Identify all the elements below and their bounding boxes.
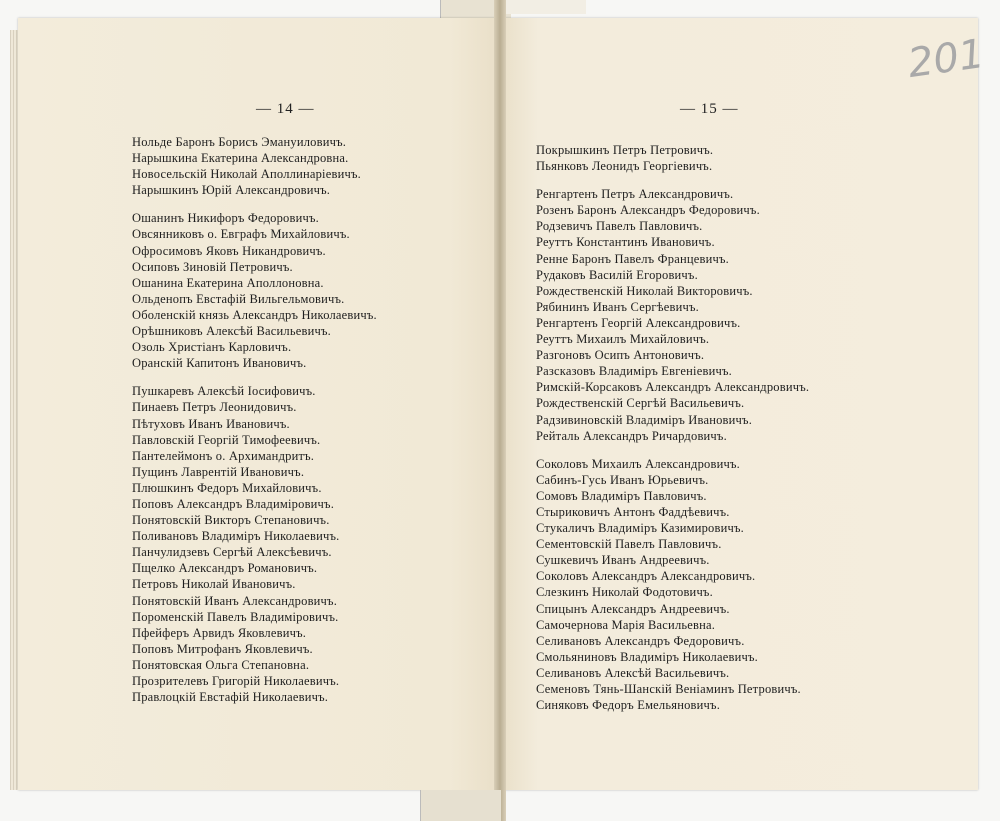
- name-entry: Селивановъ Алексѣй Васильевичъ.: [536, 665, 730, 680]
- name-entry: Самочернова Марія Васильевна.: [536, 617, 716, 632]
- name-entry: Павловскій Георгій Тимофеевичъ.: [132, 432, 321, 447]
- name-entry: Рождественскій Николай Викторовичъ.: [536, 283, 753, 298]
- name-entry: Стыриковичъ Антонъ Фаддѣевичъ.: [536, 504, 730, 519]
- name-entry: Синяковъ Федоръ Емельяновичъ.: [536, 698, 721, 713]
- name-entry: Покрышкинъ Петръ Петровичъ.: [536, 143, 714, 157]
- book-gutter: [494, 0, 506, 821]
- name-entry: Спицынъ Александръ Андреевичъ.: [536, 601, 730, 616]
- name-entry: Ренгартенъ Петръ Александровичъ.: [536, 187, 734, 202]
- name-entry: Осиповъ Зиновій Петровичъ.: [132, 259, 293, 274]
- left-page-number: — 14 —: [256, 101, 315, 117]
- name-entry: Поповъ Александръ Владиміровичъ.: [132, 496, 335, 511]
- name-entry: Пантелеймонъ о. Архимандритъ.: [132, 448, 315, 463]
- name-entry: Плюшкинъ Федоръ Михайловичъ.: [132, 480, 322, 495]
- name-entry: Прозрителевъ Григорій Николаевичъ.: [132, 674, 340, 688]
- name-entry: Нарышкинъ Юрій Александровичъ.: [132, 183, 331, 198]
- name-entry: Петровъ Николай Ивановичъ.: [132, 577, 296, 592]
- name-entry: Оранскій Капитонъ Ивановичъ.: [132, 356, 307, 371]
- name-entry: Пушкаревъ Алексѣй Іосифовичъ.: [132, 384, 316, 399]
- paper-strip-bottom: [420, 790, 501, 821]
- name-entry: Рождественскій Сергѣй Васильевичъ.: [536, 396, 745, 411]
- name-entry: Сементовскій Павелъ Павловичъ.: [536, 537, 722, 552]
- name-entry: Рудаковъ Василій Егоровичъ.: [536, 267, 698, 282]
- name-entry: Смольяниновъ Владиміръ Николаевичъ.: [536, 649, 758, 664]
- name-entry: Оболенскій князь Александръ Николаевичъ.: [132, 307, 377, 322]
- pencil-folio-number: 201: [905, 30, 988, 88]
- name-entry: Сомовъ Владиміръ Павловичъ.: [536, 488, 707, 503]
- paper-strip-top-right: [506, 0, 586, 14]
- name-entry: Пьянковъ Леонидъ Георгіевичъ.: [536, 159, 713, 174]
- name-entry: Разгоновъ Осипъ Антоновичъ.: [536, 348, 705, 363]
- name-entry: Ошанина Екатерина Аполлоновна.: [132, 275, 324, 290]
- name-entry: Римскій-Корсаковъ Александръ Александровичъ.: [536, 380, 810, 395]
- name-entry: Сушкевичъ Иванъ Андреевичъ.: [536, 553, 710, 568]
- right-page-number: — 15 —: [680, 101, 739, 117]
- name-entry: Пщелко Александръ Романовичъ.: [132, 561, 318, 576]
- name-entry: Рябининъ Иванъ Сергѣевичъ.: [536, 299, 699, 314]
- name-entry: Селивановъ Александръ Федоровичъ.: [536, 633, 745, 648]
- name-entry: Сабинъ-Гусь Иванъ Юрьевичъ.: [536, 472, 709, 487]
- name-entry: Пороменскій Павелъ Владиміровичъ.: [132, 609, 339, 624]
- name-entry: Нарышкина Екатерина Александровна.: [132, 151, 349, 166]
- name-entry: Пинаевъ Петръ Леонидовичъ.: [132, 400, 297, 415]
- name-entry: Реуттъ Михаилъ Михайловичъ.: [536, 332, 710, 347]
- name-entry: Радзивиновскій Владиміръ Ивановичъ.: [536, 412, 753, 427]
- name-entry: Понятовскій Викторъ Степановичъ.: [132, 513, 330, 528]
- name-entry: Озоль Христіанъ Карловичъ.: [132, 340, 292, 355]
- name-entry: Новосельскій Николай Аполлинаріевичъ.: [132, 167, 361, 182]
- name-entry: Пущинъ Лаврентій Ивановичъ.: [132, 464, 305, 479]
- right-page: [500, 18, 978, 790]
- group-spacer: [132, 371, 377, 383]
- right-name-list: [536, 142, 809, 713]
- group-spacer: [536, 174, 809, 186]
- name-entry: Правлоцкій Евстафій Николаевичъ.: [132, 690, 329, 705]
- group-spacer: [132, 198, 377, 210]
- name-entry: Пѣтуховъ Иванъ Ивановичъ.: [132, 416, 290, 431]
- name-entry: Рейталь Александръ Ричардовичъ.: [536, 428, 727, 443]
- name-entry: Ольденопъ Евстафій Вильгельмовичъ.: [132, 291, 345, 306]
- name-entry: Ренгартенъ Георгій Александровичъ.: [536, 315, 741, 330]
- name-entry: Пфейферъ Арвидъ Яковлевичъ.: [132, 625, 307, 640]
- name-entry: Родзевичъ Павелъ Павловичъ.: [536, 219, 703, 234]
- name-entry: Офросимовъ Яковъ Никандровичъ.: [132, 243, 326, 258]
- name-entry: Ошанинъ Никифоръ Федоровичъ.: [132, 211, 319, 226]
- group-spacer: [536, 444, 809, 456]
- name-entry: Поливановъ Владиміръ Николаевичъ.: [132, 529, 340, 544]
- name-entry: Реуттъ Константинъ Ивановичъ.: [536, 235, 715, 250]
- name-entry: Понятовская Ольга Степановна.: [132, 657, 310, 672]
- name-entry: Семеновъ Тянь-Шанскій Веніаминъ Петровичъ.: [536, 682, 801, 696]
- left-name-list: [132, 134, 377, 705]
- name-entry: Разсказовъ Владиміръ Евгеніевичъ.: [536, 364, 732, 379]
- name-entry: Стукаличъ Владиміръ Казимировичъ.: [536, 521, 744, 536]
- name-entry: Нольде Баронъ Борисъ Эмануиловичъ.: [132, 135, 347, 149]
- name-entry: Ренне Баронъ Павелъ Францевичъ.: [536, 251, 729, 266]
- name-entry: Панчулидзевъ Сергѣй Алексѣевичъ.: [132, 545, 332, 560]
- name-entry: Понятовскій Иванъ Александровичъ.: [132, 593, 338, 608]
- name-entry: Овсянниковъ о. Евграфъ Михайловичъ.: [132, 227, 350, 242]
- name-entry: Розенъ Баронъ Александръ Федоровичъ.: [536, 203, 760, 218]
- name-entry: Орѣшниковъ Алексѣй Васильевичъ.: [132, 324, 331, 339]
- name-entry: Поповъ Митрофанъ Яковлевичъ.: [132, 641, 313, 656]
- name-entry: Соколовъ Александръ Александровичъ.: [536, 569, 756, 584]
- name-entry: Слезкинъ Николай Фодотовичъ.: [536, 585, 713, 600]
- name-entry: Соколовъ Михаилъ Александровичъ.: [536, 456, 740, 471]
- left-page: [18, 18, 498, 790]
